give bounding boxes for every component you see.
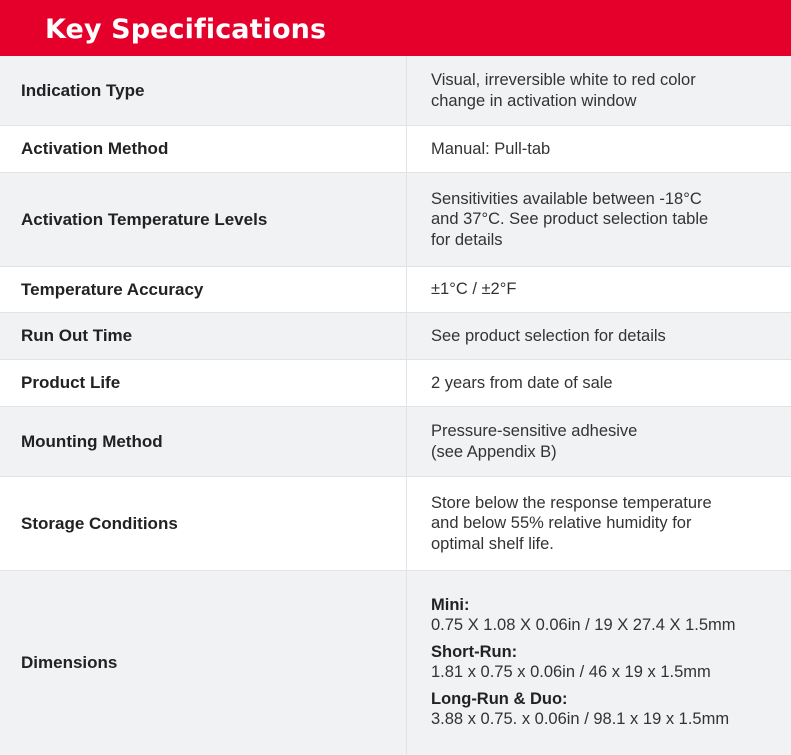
spec-label: Mounting Method (0, 407, 407, 476)
spec-label: Storage Conditions (0, 477, 407, 570)
spec-value-line: Visual, irreversible white to red color (431, 71, 696, 89)
spec-value-line: for details (431, 230, 503, 249)
spec-value-line: (see Appendix B) (431, 442, 557, 461)
dimension-name-mini: Mini: (431, 595, 470, 614)
spec-value-line: Store below the response temperature (431, 493, 712, 512)
spec-label: Activation Method (0, 126, 407, 172)
spec-label: Activation Temperature Levels (0, 173, 407, 266)
dimension-value-short-run: 1.81 x 0.75 x 0.06in / 46 x 19 x 1.5mm (431, 663, 711, 681)
spec-value (407, 571, 791, 755)
spec-value-line: change in activation window (431, 91, 637, 110)
spec-value-line: and 37°C. See product selection table (431, 210, 709, 229)
spec-value (407, 477, 791, 570)
spec-table (0, 56, 791, 755)
page-title: Key Specifications (45, 13, 327, 45)
spec-row-indication-type (0, 56, 791, 126)
spec-label: Indication Type (0, 56, 407, 125)
header-bar (0, 0, 791, 56)
dimension-name-short-run: Short-Run: (431, 642, 518, 661)
spec-label: Run Out Time (0, 313, 407, 359)
spec-row-activation-method (0, 126, 791, 173)
spec-row-storage-conditions (0, 477, 791, 571)
spec-row-temperature-accuracy (0, 267, 791, 313)
spec-value (407, 360, 791, 406)
spec-value (407, 126, 791, 172)
spec-value-line: Sensitivities available between -18°C (431, 189, 702, 208)
dimension-value-long-run-duo: 3.88 x 0.75. x 0.06in / 98.1 x 19 x 1.5mm (431, 710, 730, 728)
spec-row-mounting-method (0, 407, 791, 477)
spec-value (407, 313, 791, 359)
spec-value-line: Manual: Pull-tab (431, 139, 551, 158)
spec-value-line: ±1°C / ±2°F (431, 280, 517, 299)
spec-label: Product Life (0, 360, 407, 406)
spec-row-product-life (0, 360, 791, 407)
spec-row-dimensions (0, 571, 791, 755)
spec-value (407, 173, 791, 266)
spec-value-line: See product selection for details (431, 326, 666, 345)
spec-value-line: 2 years from date of sale (431, 373, 613, 392)
spec-value-line: Pressure-sensitive adhesive (431, 422, 638, 440)
spec-label: Dimensions (0, 571, 407, 755)
spec-value-line: optimal shelf life. (431, 534, 554, 553)
spec-row-run-out-time (0, 313, 791, 360)
spec-value-line: and below 55% relative humidity for (431, 514, 692, 533)
spec-value (407, 407, 791, 476)
dimension-name-long-run-duo: Long-Run & Duo: (431, 689, 568, 708)
spec-row-activation-temperature-levels (0, 173, 791, 267)
spec-label: Temperature Accuracy (0, 267, 407, 312)
dimension-value-mini: 0.75 X 1.08 X 0.06in / 19 X 27.4 X 1.5mm (431, 616, 736, 634)
spec-value (407, 56, 791, 125)
spec-value (407, 267, 791, 312)
